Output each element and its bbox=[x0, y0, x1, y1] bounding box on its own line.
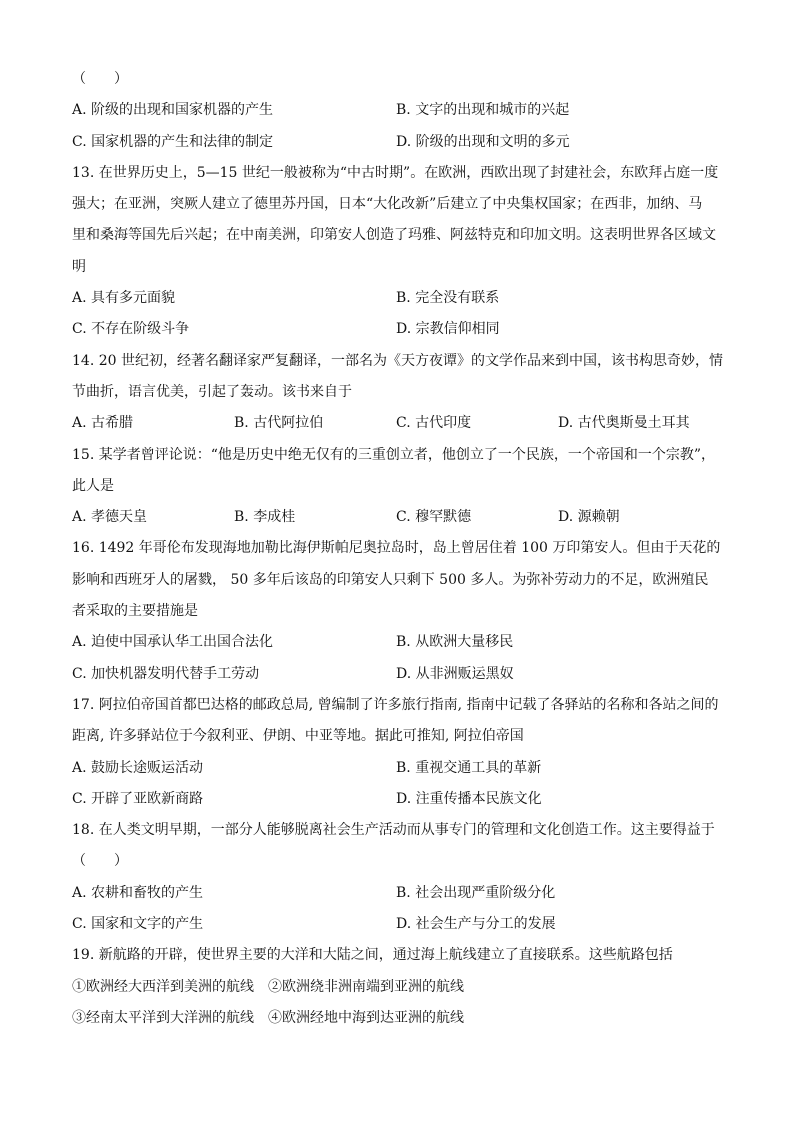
q13-option-a[interactable]: A. 具有多元面貌 bbox=[72, 290, 176, 307]
q12-option-b[interactable]: B. 文字的出现和城市的兴起 bbox=[396, 102, 570, 119]
q18-stem-line: 18. 在人类文明早期，一部分人能够脱离社会生产活动而从事专门的管理和文化创造工作。这主要得益于 bbox=[72, 822, 715, 839]
q15-stem-line: 15. 某学者曾评论说：“他是历史中绝无仅有的三重创立者，他创立了一个民族，一个帝国和一个宗教”， bbox=[72, 446, 716, 463]
q12-option-a[interactable]: A. 阶级的出现和国家机器的产生 bbox=[72, 102, 274, 119]
q18-options-row-1 bbox=[72, 878, 722, 909]
q12-option-d[interactable]: D. 阶级的出现和文明的多元 bbox=[396, 133, 570, 150]
q13-options-row-1 bbox=[72, 283, 722, 314]
q13-stem-line: 明 bbox=[72, 258, 86, 275]
q18-options-row-2 bbox=[72, 909, 722, 940]
q16-stem-line: 16. 1492 年哥伦布发现海地加勒比海伊斯帕尼奥拉岛时，岛上曾居住着 100 万印第安人。但由于天花的 bbox=[72, 540, 721, 557]
q16-options-row-2 bbox=[72, 659, 722, 690]
q17-option-c[interactable]: C. 开辟了亚欧新商路 bbox=[72, 790, 204, 807]
q17-stem-line: 17. 阿拉伯帝国首都巴达格的邮政总局, 曾编制了许多旅行指南, 指南中记载了各驿站的名称和各站之间的 bbox=[72, 696, 719, 713]
q14-options-row bbox=[72, 408, 722, 439]
q16-option-b[interactable]: B. 从欧洲大量移民 bbox=[396, 634, 514, 651]
q17-options-row-1 bbox=[72, 753, 722, 784]
q19-route-items: ①欧洲经大西洋到美洲的航线 ②欧洲绕非洲南端到亚洲的航线 bbox=[72, 978, 464, 995]
q13-option-b[interactable]: B. 完全没有联系 bbox=[396, 290, 500, 307]
q14-option-b[interactable]: B. 古代阿拉伯 bbox=[234, 415, 324, 432]
q17-option-a[interactable]: A. 鼓励长途贩运活动 bbox=[72, 759, 204, 776]
q15-option-b[interactable]: B. 李成桂 bbox=[234, 509, 296, 526]
q15-option-c[interactable]: C. 穆罕默德 bbox=[396, 509, 472, 526]
answer-blank: （ ） bbox=[72, 71, 128, 87]
q17-option-d[interactable]: D. 注重传播本民族文化 bbox=[396, 790, 542, 807]
q18-option-d[interactable]: D. 社会生产与分工的发展 bbox=[396, 916, 556, 933]
q14-stem-line: 节曲折，语言优美，引起了轰动。该书来自于 bbox=[72, 383, 352, 400]
q12-options-row-1 bbox=[72, 95, 722, 126]
q12-options-row-2 bbox=[72, 127, 722, 158]
q16-option-a[interactable]: A. 迫使中国承认华工出国合法化 bbox=[72, 634, 274, 651]
q18-option-c[interactable]: C. 国家和文字的产生 bbox=[72, 916, 204, 933]
q13-option-d[interactable]: D. 宗教信仰相同 bbox=[396, 321, 500, 338]
q15-option-a[interactable]: A. 孝德天皇 bbox=[72, 509, 148, 526]
q16-options-row-1 bbox=[72, 627, 722, 658]
q16-stem-line: 者采取的主要措施是 bbox=[72, 603, 198, 620]
q18-option-a[interactable]: A. 农耕和畜牧的产生 bbox=[72, 884, 204, 901]
q15-stem-line: 此人是 bbox=[72, 477, 114, 494]
q17-stem-line: 距离, 许多驿站位于今叙利亚、伊朗、中亚等地。据此可推知, 阿拉伯帝国 bbox=[72, 728, 524, 745]
q19-route-items: ③经南太平洋到大洋洲的航线 ④欧洲经地中海到达亚洲的航线 bbox=[72, 1009, 464, 1026]
q13-option-c[interactable]: C. 不存在阶级斗争 bbox=[72, 321, 190, 338]
q15-options-row bbox=[72, 502, 722, 533]
q13-stem-line: 里和桑海等国先后兴起；在中南美洲，印第安人创造了玛雅、阿兹特克和印加文明。这表明世界各区域文 bbox=[72, 227, 716, 244]
q12-option-c[interactable]: C. 国家机器的产生和法律的制定 bbox=[72, 133, 274, 150]
question-list bbox=[72, 64, 722, 1034]
q14-option-d[interactable]: D. 古代奥斯曼土耳其 bbox=[558, 415, 690, 432]
q15-option-d[interactable]: D. 源赖朝 bbox=[558, 509, 620, 526]
q17-option-b[interactable]: B. 重视交通工具的革新 bbox=[396, 759, 542, 776]
q14-stem-line: 14. 20 世纪初，经著名翻译家严复翻译，一部名为《天方夜谭》的文学作品来到中国，该书构思奇妙，情 bbox=[72, 352, 723, 369]
q16-option-d[interactable]: D. 从非洲贩运黑奴 bbox=[396, 665, 514, 682]
q14-option-a[interactable]: A. 古希腊 bbox=[72, 415, 134, 432]
q13-options-row-2 bbox=[72, 314, 722, 345]
q16-option-c[interactable]: C. 加快机器发明代替手工劳动 bbox=[72, 665, 260, 682]
q17-options-row-2 bbox=[72, 784, 722, 815]
q14-option-c[interactable]: C. 古代印度 bbox=[396, 415, 472, 432]
q13-stem-line: 13. 在世界历史上，5—15 世纪一般被称为“中古时期”。在欧洲，西欧出现了封建社会，东欧拜占庭一度 bbox=[72, 164, 719, 181]
q16-stem-line: 影响和西班牙人的屠戮， 50 多年后该岛的印第安人只剩下 500 多人。为弥补劳动力的不足，欧洲殖民 bbox=[72, 571, 709, 588]
q19-stem-line: 19. 新航路的开辟，使世界主要的大洋和大陆之间，通过海上航线建立了直接联系。这些航路包括 bbox=[72, 947, 673, 964]
q13-stem-line: 强大；在亚洲，突厥人建立了德里苏丹国，日本“大化改新”后建立了中央集权国家；在西非，加纳、马 bbox=[72, 196, 703, 213]
q18-answer-blank: （ ） bbox=[72, 853, 128, 870]
q18-option-b[interactable]: B. 社会出现严重阶级分化 bbox=[396, 884, 556, 901]
